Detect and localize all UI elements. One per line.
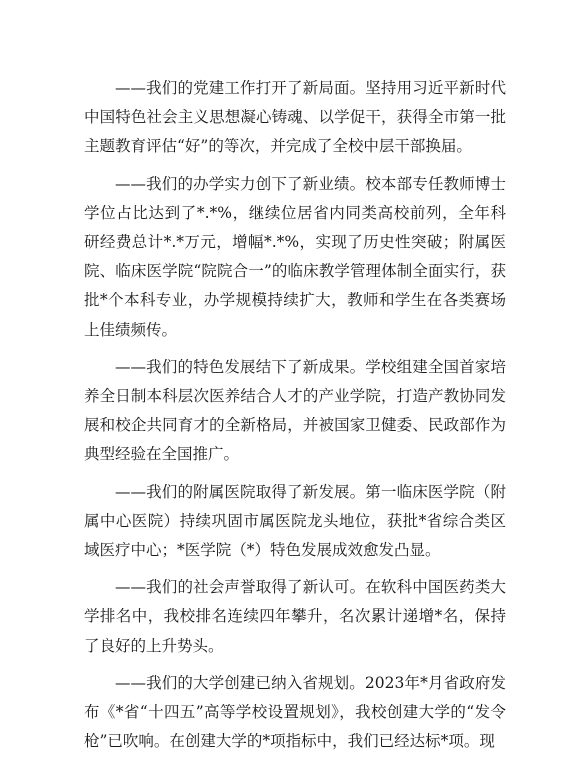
paragraph-university-plan: ——我们的大学创建已纳入省规划。2023年*月省政府发布《*省“十四五”高等学校设置规划》，我校创建大学的“发令枪”已吹响。在创建大学的*项指标中，我们已经达标*项。现 — [84, 673, 506, 751]
document-body — [84, 74, 506, 764]
paragraph-featured-development: ——我们的特色发展结下了新成果。学校组建全国首家培养全日制本科层次医养结合人才的产业学院，打造产教协同发展和校企共同育才的全新格局，并被国家卫健委、民政部作为典型经验在全国推广。 — [84, 357, 506, 464]
paragraph-affiliated-hospitals: ——我们的附属医院取得了新发展。第一临床医学院（附属中心医院）持续巩固市属医院龙头地位，获批*省综合类区域医疗中心；*医学院（*）特色发展成效愈发凸显。 — [84, 482, 506, 560]
paragraph-school-strength: ——我们的办学实力创下了新业绩。校本部专任教师博士学位占比达到了*.*%，继续位居省内同类高校前列，全年科研经费总计*.*万元，增幅*.*%，实现了历史性突破；附属医院、临床医学院“院院合一”的临床教学管理体制全面实行，获批*个本科专业，办学规模持续扩大，教师和学生在各类赛场上佳绩频传。 — [84, 174, 506, 339]
paragraph-party-building: ——我们的党建工作打开了新局面。坚持用习近平新时代中国特色社会主义思想凝心铸魂、以学促干，获得全市第一批主题教育评估“好”的等次，并完成了全校中层干部换届。 — [84, 79, 506, 156]
paragraph-social-reputation: ——我们的社会声誉取得了新认可。在软科中国医药类大学排名中，我校排名连续四年攀升，名次累计递增*名，保持了良好的上升势头。 — [84, 578, 506, 655]
